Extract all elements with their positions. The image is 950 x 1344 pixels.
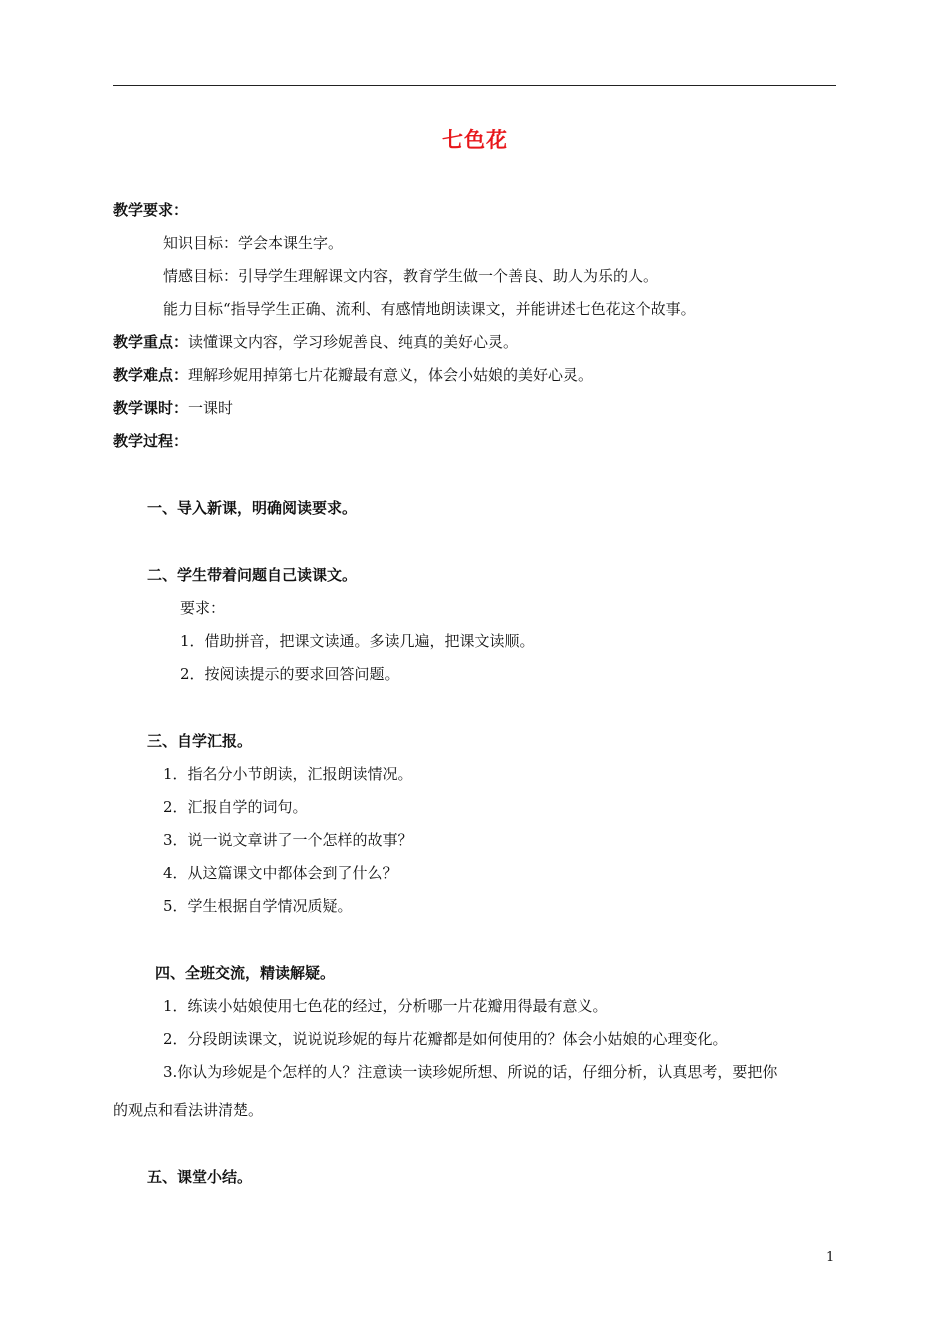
key-point-label: 教学重点： — [113, 333, 189, 351]
section-5-heading: 五、课堂小结。 — [147, 1168, 253, 1186]
section-4-item: 2．分段朗读课文，说说说珍妮的每片花瓣都是如何使用的？体会小姑娘的心理变化。 — [163, 1030, 728, 1048]
class-hours-text: 一课时 — [188, 399, 234, 417]
section-4-heading: 四、全班交流，精读解疑。 — [155, 964, 336, 982]
class-hours — [113, 398, 233, 418]
section-3-item: 1．指名分小节朗读，汇报朗读情况。 — [163, 765, 413, 783]
requirements-label: 教学要求： — [113, 201, 189, 219]
section-3-item: 4．从这篇课文中都体会到了什么？ — [163, 864, 398, 882]
knowledge-goal: 知识目标：学会本课生字。 — [163, 234, 344, 252]
difficulty — [113, 365, 593, 385]
ability-goal: 能力目标“指导学生正确、流利、有感情地朗读课文，并能讲述七色花这个故事。 — [163, 300, 696, 318]
section-4-item: 3.你认为珍妮是个怎样的人？注意读一读珍妮所想、所说的话，仔细分析，认真思考，要把你 — [163, 1063, 778, 1081]
section-4-item: 1．练读小姑娘使用七色花的经过，分析哪一片花瓣用得最有意义。 — [163, 997, 608, 1015]
section-3-item: 5．学生根据自学情况质疑。 — [163, 897, 353, 915]
class-hours-label: 教学课时： — [113, 399, 189, 417]
page-title: 七色花 — [442, 128, 508, 152]
emotion-goal: 情感目标：引导学生理解课文内容，教育学生做一个善良、助人为乐的人。 — [163, 267, 659, 285]
header-rule — [113, 85, 836, 86]
key-point-text: 读懂课文内容，学习珍妮善良、纯真的美好心灵。 — [188, 333, 519, 351]
section-2-item: 1．借助拼音，把课文读通。多读几遍，把课文读顺。 — [180, 632, 535, 650]
section-2-req-label: 要求： — [180, 599, 226, 617]
section-2-heading: 二、学生带着问题自己读课文。 — [147, 566, 358, 584]
section-3-item: 3．说一说文章讲了一个怎样的故事？ — [163, 831, 413, 849]
page-number: 1 — [826, 1250, 835, 1265]
difficulty-text: 理解珍妮用掉第七片花瓣最有意义，体会小姑娘的美好心灵。 — [188, 366, 594, 384]
section-2-item: 2．按阅读提示的要求回答问题。 — [180, 665, 400, 683]
key-point — [113, 332, 518, 352]
section-3-item: 2．汇报自学的词句。 — [163, 798, 308, 816]
process-label: 教学过程： — [113, 432, 189, 450]
section-4-item-continued: 的观点和看法讲清楚。 — [113, 1101, 264, 1119]
difficulty-label: 教学难点： — [113, 366, 189, 384]
section-3-heading: 三、自学汇报。 — [147, 732, 253, 750]
section-1-heading: 一、导入新课，明确阅读要求。 — [147, 499, 358, 517]
